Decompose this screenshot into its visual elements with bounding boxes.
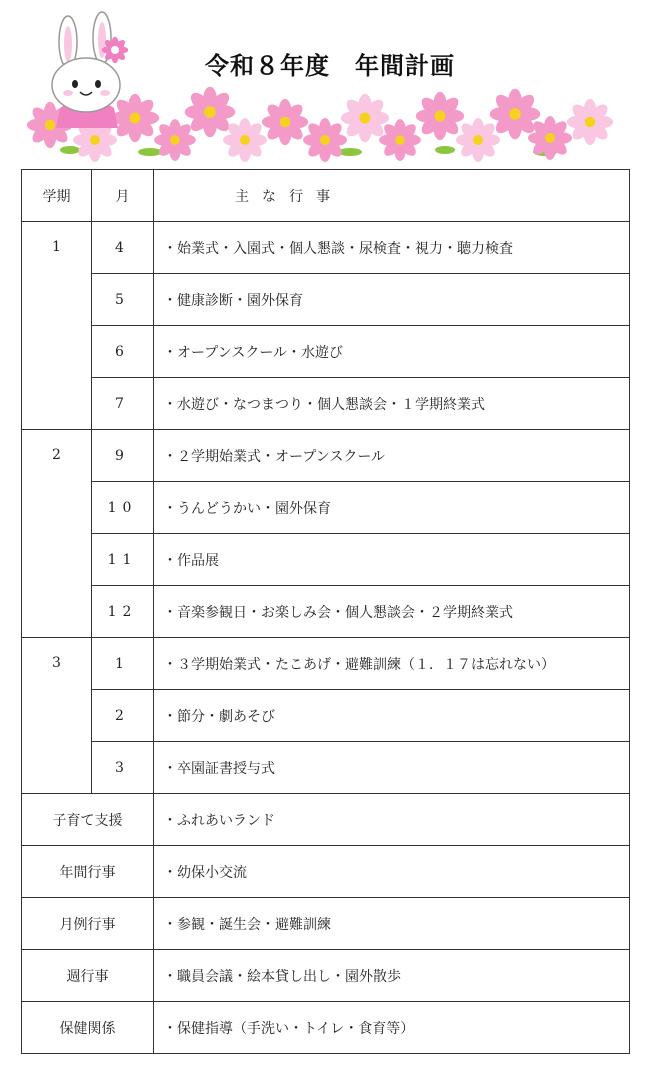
- events-cell: ・水遊び・なつまつり・個人懇談会・１学期終業式: [154, 378, 630, 430]
- bunny-mascot-icon: [52, 12, 128, 128]
- events-cell: ・３学期始業式・たこあげ・避難訓練（１．１７は忘れない）: [154, 638, 630, 690]
- table-row: [22, 534, 630, 586]
- month-cell: 5: [92, 274, 154, 326]
- events-cell: ・卒園証書授与式: [154, 742, 630, 794]
- category-row: [22, 898, 630, 950]
- events-cell: ・うんどうかい・園外保育: [154, 482, 630, 534]
- month-cell: 11: [92, 534, 154, 586]
- month-cell: 4: [92, 222, 154, 274]
- events-cell: ・始業式・入園式・個人懇談・尿検査・視力・聴力検査: [154, 222, 630, 274]
- month-cell: 3: [92, 742, 154, 794]
- events-cell: ・オープンスクール・水遊び: [154, 326, 630, 378]
- decoration: [0, 0, 650, 168]
- category-label: 年間行事: [22, 846, 154, 898]
- events-cell: ・健康診断・園外保育: [154, 274, 630, 326]
- month-cell: 7: [92, 378, 154, 430]
- events-cell: ・作品展: [154, 534, 630, 586]
- header: [0, 0, 650, 168]
- table-row: [22, 274, 630, 326]
- category-row: [22, 1002, 630, 1054]
- table-row: [22, 690, 630, 742]
- category-label: 週行事: [22, 950, 154, 1002]
- table-row: [22, 638, 630, 690]
- category-row: [22, 846, 630, 898]
- table-header-row: [22, 170, 630, 222]
- table-row: [22, 378, 630, 430]
- header-events: 主な行事: [154, 170, 630, 222]
- events-cell: ・職員会議・絵本貸し出し・園外散歩: [154, 950, 630, 1002]
- events-cell: ・節分・劇あそび: [154, 690, 630, 742]
- category-row: [22, 794, 630, 846]
- events-cell: ・幼保小交流: [154, 846, 630, 898]
- events-cell: ・２学期始業式・オープンスクール: [154, 430, 630, 482]
- month-cell: 2: [92, 690, 154, 742]
- term-cell: 1: [22, 222, 92, 430]
- header-month: 月: [92, 170, 154, 222]
- month-cell: 6: [92, 326, 154, 378]
- category-label: 月例行事: [22, 898, 154, 950]
- table-row: [22, 482, 630, 534]
- category-label: 保健関係: [22, 1002, 154, 1054]
- page-title: 令和８年度 年間計画: [205, 52, 455, 80]
- category-label: 子育て支援: [22, 794, 154, 846]
- table-row: [22, 742, 630, 794]
- term-cell: 2: [22, 430, 92, 638]
- events-cell: ・ふれあいランド: [154, 794, 630, 846]
- events-cell: ・音楽参観日・お楽しみ会・個人懇談会・２学期終業式: [154, 586, 630, 638]
- table-row: [22, 430, 630, 482]
- month-cell: 1: [92, 638, 154, 690]
- events-cell: ・保健指導（手洗い・トイレ・食育等）: [154, 1002, 630, 1054]
- term-cell: 3: [22, 638, 92, 794]
- month-cell: 10: [92, 482, 154, 534]
- month-cell: 9: [92, 430, 154, 482]
- table-row: [22, 586, 630, 638]
- header-term: 学期: [22, 170, 92, 222]
- annual-plan-table: [21, 169, 630, 1054]
- table-row: [22, 222, 630, 274]
- events-cell: ・参観・誕生会・避難訓練: [154, 898, 630, 950]
- category-row: [22, 950, 630, 1002]
- month-cell: 12: [92, 586, 154, 638]
- table-row: [22, 326, 630, 378]
